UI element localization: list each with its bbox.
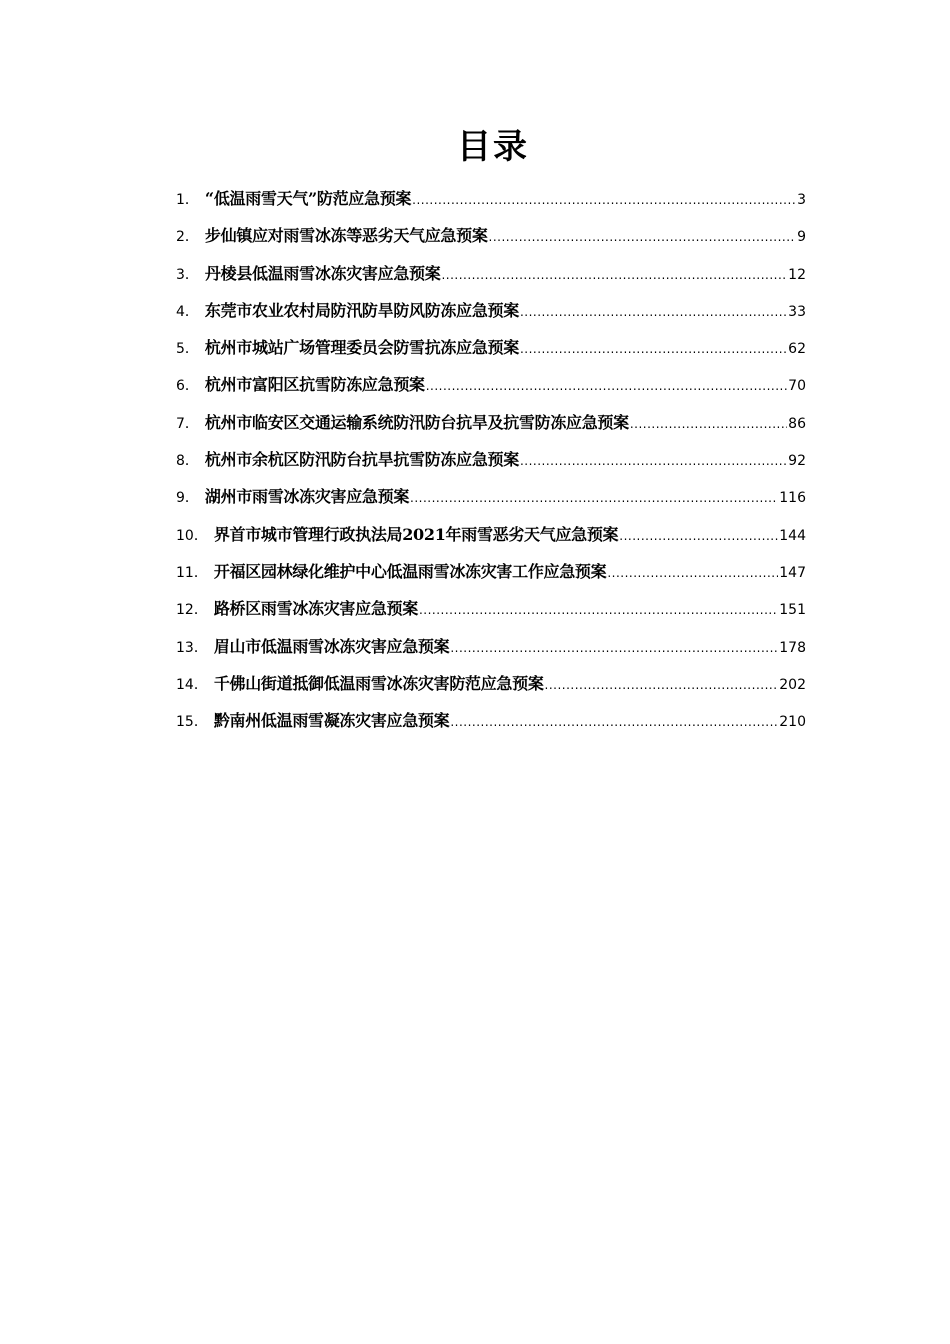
toc-entry-title[interactable]: 路桥区雨雪冰冻灾害应急预案: [213, 599, 418, 619]
toc-dot-leader: [410, 485, 778, 511]
toc-entry-title[interactable]: 丹棱县低温雨雪冰冻灾害应急预案: [204, 263, 441, 283]
toc-entry-page[interactable]: 62: [788, 341, 806, 358]
toc-dot-leader: [520, 336, 787, 362]
toc-entry-7[interactable]: [176, 410, 806, 447]
toc-entry-page[interactable]: 3: [797, 192, 806, 208]
toc-entry-title[interactable]: 东莞市农业农村局防汛防旱防风防冻应急预案: [204, 300, 519, 320]
toc-entry-title[interactable]: 杭州市富阳区抗雪防冻应急预案: [204, 375, 425, 395]
toc-entry-page[interactable]: 33: [788, 303, 806, 320]
toc-entry-14[interactable]: [176, 671, 806, 708]
toc-entry-title[interactable]: 开福区园林绿化维护中心低温雨雪冰冻灾害工作应急预案: [213, 561, 607, 581]
toc-dot-leader: [489, 224, 797, 250]
toc-entry-title[interactable]: 黔南州低温雨雪凝冻灾害应急预案: [213, 711, 450, 731]
toc-entry-page[interactable]: 147: [779, 564, 806, 581]
toc-entry-number: 3．: [176, 266, 199, 283]
toc-entry-number: 10．: [176, 527, 208, 544]
toc-entry-4[interactable]: [176, 298, 806, 335]
toc-dot-leader: [441, 262, 787, 288]
toc-dot-leader: [630, 411, 787, 437]
toc-entry-page[interactable]: 86: [788, 415, 806, 432]
toc-entry-page[interactable]: 210: [779, 714, 806, 731]
toc-entry-number: 11．: [176, 564, 208, 581]
toc-entry-title[interactable]: 湖州市雨雪冰冻灾害应急预案: [204, 487, 410, 507]
toc-dot-leader: [520, 299, 787, 325]
toc-dot-leader: [450, 709, 778, 735]
table-of-contents: [176, 186, 806, 745]
toc-entry-number: 5．: [176, 341, 199, 358]
toc-entry-9[interactable]: [176, 484, 806, 521]
toc-entry-page[interactable]: 12: [788, 266, 806, 283]
toc-entry-page[interactable]: 70: [788, 378, 806, 395]
toc-entry-8[interactable]: [176, 447, 806, 484]
toc-entry-number: 7．: [176, 415, 199, 432]
toc-entry-page[interactable]: 202: [779, 676, 806, 693]
toc-entry-number: 9．: [176, 490, 199, 507]
toc-entry-number: 4．: [176, 303, 199, 320]
toc-entry-title[interactable]: 眉山市低温雨雪冰冻灾害应急预案: [213, 636, 450, 656]
toc-entry-number: 1．: [176, 192, 199, 208]
toc-dot-leader: [412, 187, 796, 213]
toc-dot-leader: [450, 635, 778, 661]
toc-entry-number: 13．: [176, 639, 208, 656]
toc-dot-leader: [545, 672, 779, 698]
toc-entry-title[interactable]: 杭州市余杭区防汛防台抗旱抗雪防冻应急预案: [204, 450, 519, 470]
toc-entry-number: 6．: [176, 378, 199, 395]
toc-dot-leader: [607, 560, 778, 586]
toc-entry-number: 2．: [176, 229, 199, 246]
toc-entry-3[interactable]: [176, 261, 806, 298]
page-title: 目录: [457, 127, 529, 167]
toc-entry-page[interactable]: 92: [788, 453, 806, 470]
toc-entry-number: 14．: [176, 676, 208, 693]
toc-entry-11[interactable]: [176, 559, 806, 596]
toc-entry-page[interactable]: 151: [779, 602, 806, 619]
toc-entry-6[interactable]: [176, 372, 806, 409]
toc-entry-page[interactable]: 178: [779, 639, 806, 656]
toc-entry-title[interactable]: 步仙镇应对雨雪冰冻等恶劣天气应急预案: [204, 226, 488, 246]
toc-entry-title[interactable]: 界首市城市管理行政执法局2021年雨雪恶劣天气应急预案: [213, 524, 619, 544]
toc-entry-page[interactable]: 116: [779, 490, 806, 507]
toc-dot-leader: [619, 523, 778, 549]
toc-entry-15[interactable]: [176, 708, 806, 745]
toc-dot-leader: [419, 597, 778, 623]
toc-entry-12[interactable]: [176, 596, 806, 633]
toc-entry-number: 8．: [176, 453, 199, 470]
toc-entry-page[interactable]: 144: [779, 527, 806, 544]
toc-entry-13[interactable]: [176, 634, 806, 671]
toc-entry-2[interactable]: [176, 223, 806, 260]
toc-dot-leader: [520, 448, 787, 474]
toc-entry-title[interactable]: 杭州市城站广场管理委员会防雪抗冻应急预案: [204, 338, 519, 358]
toc-entry-1[interactable]: [176, 186, 806, 223]
toc-entry-number: 15．: [176, 714, 208, 731]
toc-dot-leader: [426, 373, 787, 399]
toc-entry-number: 12．: [176, 602, 208, 619]
toc-entry-title[interactable]: “低温雨雪天气”防范应急预案: [204, 189, 412, 208]
toc-entry-page[interactable]: 9: [797, 229, 806, 246]
toc-entry-title[interactable]: 千佛山街道抵御低温雨雪冰冻灾害防范应急预案: [213, 673, 544, 693]
toc-entry-5[interactable]: [176, 335, 806, 372]
toc-entry-10[interactable]: [176, 522, 806, 559]
toc-entry-title[interactable]: 杭州市临安区交通运输系统防汛防台抗旱及抗雪防冻应急预案: [204, 412, 629, 432]
